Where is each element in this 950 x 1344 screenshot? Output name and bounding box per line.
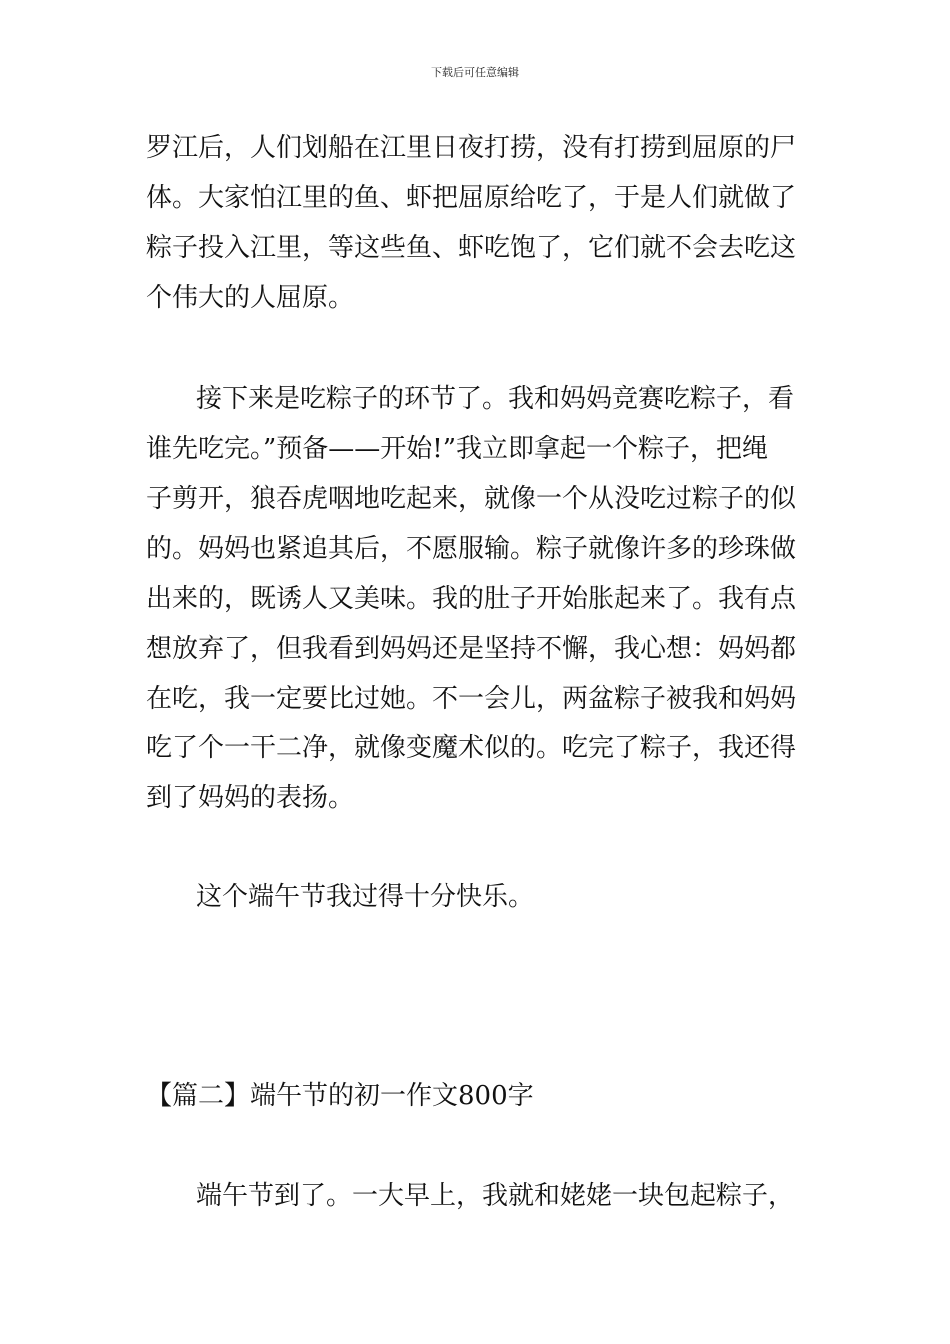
paragraph-2-line-1: 接下来是吃粽子的环节了。我和妈妈竞赛吃粽子，看 [196, 384, 795, 414]
paragraph-2-line-5: 出来的，既诱人又美味。我的肚子开始胀起来了。我有点 [146, 584, 797, 614]
section-title: 【篇二】端午节的初一作文800字 [146, 1081, 534, 1111]
page-header: 下载后可任意编辑 [431, 66, 519, 79]
paragraph-1-line-1: 罗江后，人们划船在江里日夜打捞，没有打捞到屈原的尸 [146, 133, 797, 163]
paragraph-4-line-1: 端午节到了。一大早上，我就和姥姥一块包起粽子， [196, 1181, 795, 1211]
paragraph-3-line-1: 这个端午节我过得十分快乐。 [196, 882, 535, 912]
paragraph-2-line-6: 想放弃了，但我看到妈妈还是坚持不懈，我心想：妈妈都 [146, 634, 797, 664]
paragraph-2-line-4: 的。妈妈也紧追其后，不愿服输。粽子就像许多的珍珠做 [146, 534, 797, 564]
paragraph-1-line-3: 粽子投入江里，等这些鱼、虾吃饱了，它们就不会去吃这 [146, 233, 797, 263]
paragraph-2-line-2: 谁先吃完。”预备——开始!”我立即拿起一个粽子，把绳 [146, 434, 769, 464]
paragraph-2-line-3: 子剪开，狼吞虎咽地吃起来，就像一个从没吃过粽子的似 [146, 484, 797, 514]
paragraph-2-line-8: 吃了个一干二净，就像变魔术似的。吃完了粽子，我还得 [146, 733, 797, 763]
paragraph-2-line-9: 到了妈妈的表扬。 [146, 783, 355, 813]
paragraph-2-line-7: 在吃，我一定要比过她。不一会儿，两盆粽子被我和妈妈 [146, 684, 797, 714]
paragraph-1-line-4: 个伟大的人屈原。 [146, 283, 355, 313]
paragraph-1-line-2: 体。大家怕江里的鱼、虾把屈原给吃了，于是人们就做了 [146, 183, 797, 213]
